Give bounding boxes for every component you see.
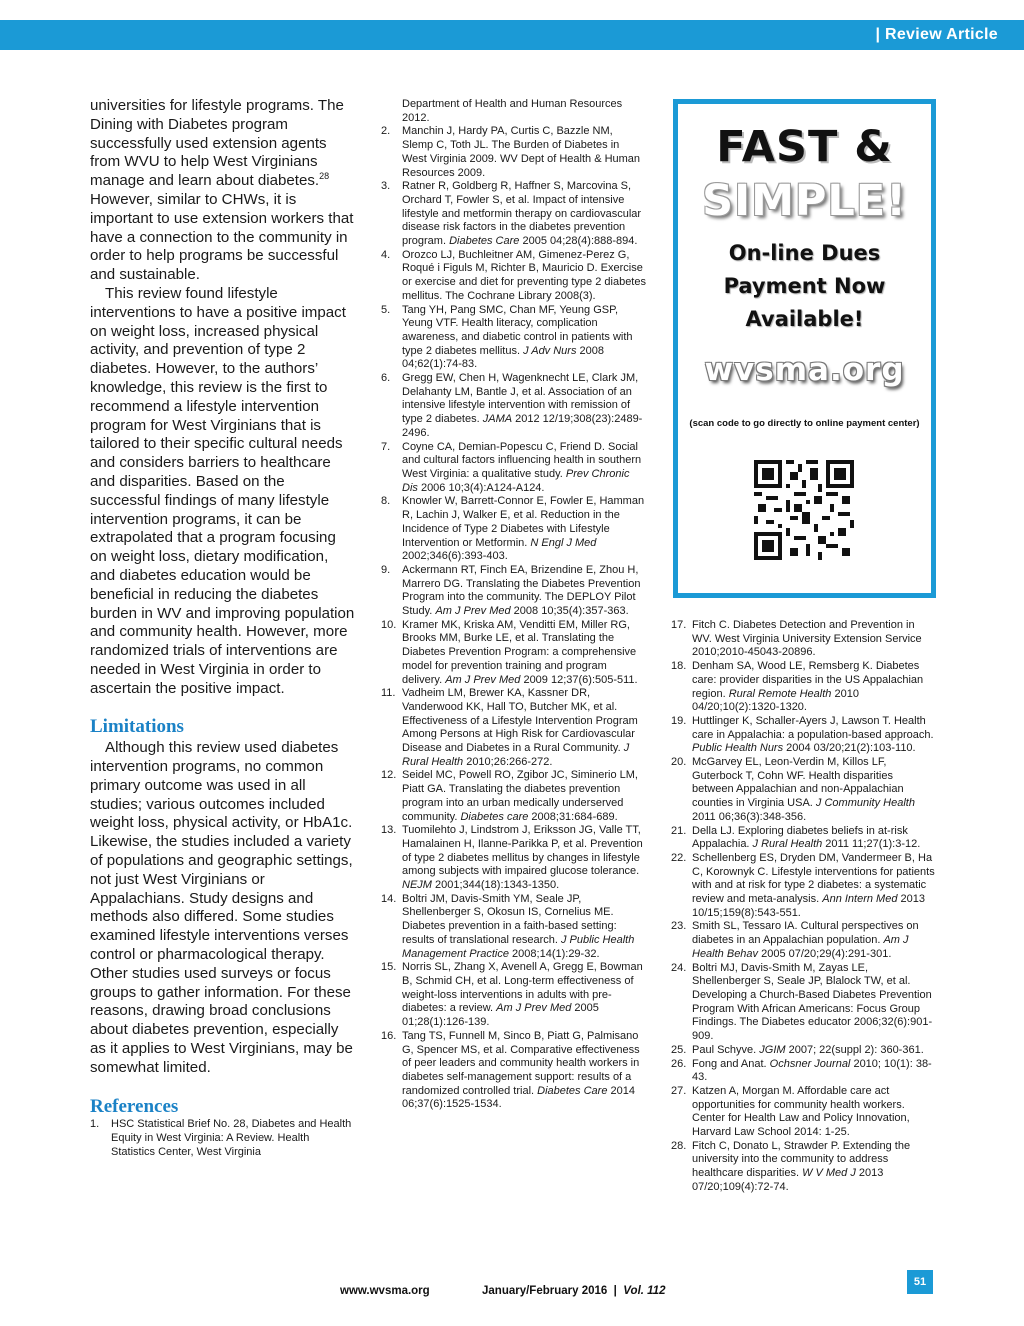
reference-item [671, 619, 937, 660]
reference-journal: J Public Health Management Practice [402, 933, 635, 960]
reference-item [671, 825, 937, 852]
reference-journal: Prev Chronic Dis [402, 467, 630, 494]
reference-journal: Am J Prev Med [435, 605, 511, 618]
reference-list [671, 619, 937, 1195]
body-paragraph: This review found lifestyle interventions to have a positive impact on weight loss, increased physical activity, and prevention of type 2 diabetes. However, to the authors’ knowledge, this review is the first to recommend a lifestyle intervention program for West Virginians that is tailored to their specific cultural needs and considers barriers to healthcare and disparities. Based on the successful findings of many lifestyle intervention programs, it can be extrapolated that a program focusing on weight loss, dietary modification, and diabetes education would be beneficial in reducing the diabetes burden in WV and improving population and community health. However, more randomized trials of interventions are needed in West Virginia in order to ascertain the positive impact. [90, 284, 355, 697]
reference-text: Fitch C, Donato L, Strawder P. Extending the university into the community to address healthcare disparities. [692, 1139, 911, 1180]
reference-text: Tang YH, Pang SMC, Chan MF, Yeung GSP, Yeung VTF. Health literacy, complication awareness, and diabetic control in patients with type 2 diabetes mellitus. [402, 303, 633, 357]
reference-text: Huttlinger K, Schaller-Ayers J, Lawson T. Health care in Appalachia: a population-based approach. [692, 714, 934, 741]
reference-item [381, 125, 646, 180]
reference-text: Department of Health and Human Resources 2012. [402, 98, 623, 124]
reference-number: 5. [381, 303, 391, 316]
reference-journal: Diabetes care [460, 810, 529, 823]
reference-journal: Am J Prev Med [445, 673, 521, 686]
reference-number: 9. [381, 563, 391, 576]
reference-citation: 2005 01;28(1):126-139. [402, 1002, 599, 1029]
page-number: 51 [907, 1270, 933, 1294]
reference-text: Katzen A, Morgan M. Affordable care act opportunities for community health workers. Center for Health Law and Policy Innovation, Harvard Law School 2014: 1-25. [692, 1084, 910, 1139]
reference-number: 27. [671, 1084, 687, 1097]
reference-number: 25. [671, 1043, 687, 1056]
reference-journal: N Engl J Med [530, 536, 597, 549]
reference-text: Norris SL, Zhang X, Avenell A, Gregg E, Bowman B, Schmid CH, et al. Long-term effectiveness of weight-loss interventions in adults with pre-diabetes: a review. [402, 961, 643, 1015]
reference-list [381, 98, 646, 1112]
footer-website[interactable]: www.wvsma.org [340, 1285, 430, 1297]
reference-number: 21. [671, 824, 687, 837]
references-column-2 [381, 98, 646, 1112]
reference-list [90, 1118, 355, 1159]
ad-scan-note: (scan code to go directly to online payment center) [689, 418, 920, 429]
reference-number: 8. [381, 495, 391, 508]
reference-item [671, 756, 937, 825]
header-bar [0, 20, 1024, 50]
reference-citation: 2010 04/20;10(2):1320-1320. [692, 687, 859, 714]
reference-citation: 2008;14(1):29-32. [509, 947, 600, 960]
reference-text: McGarvey EL, Leon-Verdin M, Killos LF, Guterbock T, Cohn WF. Health disparities between Appalachian and non-Appalachian counties in Virginia USA. [692, 756, 904, 810]
reference-text: Orozco LJ, Buchleitner AM, Gimenez-Perez G, Roqué i Figuls M, Richter B, Mauricio D. Exercise or exercise and diet for preventing type 2 diabetes mellitus. The Cochrane Library 2008(3). [402, 248, 646, 302]
reference-text: Fitch C. Diabetes Detection and Prevention in WV. West Virginia University Extension Service 2010;2010-45043-20896. [692, 619, 922, 659]
reference-citation: 2005 04;28(4):888-894. [519, 235, 638, 248]
reference-item [381, 564, 646, 619]
reference-number: 11. [381, 687, 396, 700]
reference-item [381, 495, 646, 564]
reference-number: 28. [671, 1139, 687, 1152]
ad-website[interactable]: wvsma.org [704, 352, 905, 388]
reference-item [381, 372, 646, 441]
reference-journal: Diabetes Care [449, 235, 520, 248]
dues-advertisement [673, 99, 936, 598]
body-column [90, 97, 355, 1160]
reference-number: 18. [671, 660, 687, 673]
reference-citation: 2009 12;37(6):505-511. [520, 673, 638, 686]
reference-item [671, 715, 937, 756]
reference-number: 26. [671, 1057, 687, 1070]
reference-item [671, 852, 937, 921]
reference-citation: 2014 06;37(6):1525-1534. [402, 1084, 635, 1111]
reference-number: 12. [381, 769, 397, 782]
reference-citation: 2008 10;35(4):357-363. [510, 605, 629, 618]
reference-journal: W V Med J [802, 1167, 856, 1180]
reference-citation: 2010; 10(1): 38-43. [692, 1057, 932, 1084]
reference-journal: Am J Health Behav [692, 934, 909, 960]
references-heading: References [90, 1095, 179, 1117]
reference-journal: Public Health Nurs [692, 742, 784, 755]
reference-text: Fong and Anat. [692, 1057, 770, 1070]
reference-journal: J Community Health [815, 797, 915, 810]
reference-citation: 2004 03/20;21(2):103-110. [783, 742, 916, 755]
reference-citation: 2002;346(6):393-403. [402, 550, 508, 563]
reference-number: 1. [90, 1118, 100, 1131]
reference-item [671, 1085, 937, 1140]
reference-number: 22. [671, 851, 687, 864]
reference-text: Knowler W, Barrett-Connor E, Fowler E, Hamman R, Lachin J, Walker E, et al. Reduction in the Incidence of Type 2 Diabetes with Lifestyle Intervention or Metformin. [402, 495, 645, 549]
reference-number: 3. [381, 180, 391, 193]
reference-number: 15. [381, 961, 397, 974]
reference-text: Paul Schyve. [692, 1043, 760, 1056]
reference-journal: Diabetes Care [537, 1084, 608, 1097]
reference-item [671, 962, 937, 1044]
reference-journal: NEJM [402, 879, 432, 892]
reference-number: 16. [381, 1029, 397, 1042]
reference-number: 6. [381, 372, 391, 385]
ad-dues-text: On-line Dues Payment Now Available! [723, 241, 886, 331]
reference-item [381, 687, 646, 769]
section-label: | Review Article [875, 26, 998, 43]
reference-text: Manchin J, Hardy PA, Curtis C, Bazzle NM, Slemp C, Toth JL. The Burden of Diabetes in West Virginia 2009. WV Dept of Health & Human Resources 2009. [402, 125, 641, 179]
reference-text: HSC Statistical Brief No. 28, Diabetes and Health Equity in West Virginia: A Review. Health Statistics Center, West Virginia [111, 1118, 352, 1158]
reference-number: 2. [381, 125, 391, 138]
reference-citation: 2007; 22(suppl 2): 360-361. [785, 1043, 924, 1056]
reference-number: 24. [671, 961, 687, 974]
reference-item [381, 619, 646, 688]
qr-code-icon[interactable] [754, 460, 854, 560]
limitations-heading: Limitations [90, 715, 184, 737]
footer-issue: January/February 2016 | Vol. 112 [482, 1285, 666, 1297]
reference-item [381, 249, 646, 304]
reference-number: 4. [381, 248, 391, 261]
reference-number: 23. [671, 920, 687, 933]
reference-item [671, 1058, 937, 1085]
reference-item [381, 769, 646, 824]
reference-citation: 2012 12/19;308(23):2489-2496. [402, 413, 643, 439]
reference-text: Schellenberg ES, Dryden DM, Vandermeer B, Ha C, Korownyk C. Lifestyle interventions for patients with and at risk for type 2 diabetes: a systematic review and meta-analysis. [692, 851, 935, 906]
reference-citation: 2013 07/20;109(4):72-74. [692, 1167, 884, 1193]
reference-text: Smith SL, Tessaro IA. Cultural perspectives on diabetes in an Appalachian population. [692, 920, 919, 947]
reference-text: Seidel MC, Powell RO, Zgibor JC, Siminerio LM, Piatt GA. Translating the diabetes prevention program into an urban medically underserved community. [402, 769, 638, 823]
reference-number: 14. [381, 892, 397, 905]
reference-number: 20. [671, 756, 687, 769]
reference-text: Denham SA, Wood LE, Remsberg K. Diabetes care: provider disparities in the US Appalachian region. [692, 660, 924, 700]
reference-text: Coyne CA, Demian-Popescu C, Friend D. Social and cultural factors influencing health in southern West Virginia: a qualitative study. [402, 440, 642, 480]
reference-item [671, 660, 937, 715]
reference-number: 13. [381, 824, 397, 837]
reference-journal: Am J Prev Med [496, 1002, 572, 1015]
reference-item [381, 304, 646, 373]
reference-journal: Ochsner Journal [769, 1057, 851, 1070]
reference-citation: 2011 11;27(1):3-12. [822, 838, 921, 851]
reference-citation: 2006 10;3(4):A124-A124. [417, 481, 545, 494]
reference-citation: 2010;26:266-272. [463, 755, 553, 768]
reference-item [90, 1118, 355, 1159]
reference-text: Ackermann RT, Finch EA, Brizendine E, Zhou H, Marrero DG. Translating the Diabetes Prevention Program into the community. The DEPLOY Pilot Study. [402, 563, 641, 618]
reference-text: Gregg EW, Chen H, Wagenknecht LE, Clark JM, Delahanty LM, Bantle J, et al. Association of an intensive lifestyle intervention with remission of type 2 diabetes. [402, 372, 639, 426]
reference-citation: 2001;344(18):1343-1350. [431, 879, 560, 892]
citation-superscript: 28 [319, 171, 330, 182]
reference-item [381, 824, 646, 893]
reference-citation: 2005 07/20;29(4):291-301. [758, 947, 892, 960]
reference-citation: 2013 10/15;159(8):543-551. [692, 893, 925, 919]
limitations-paragraph: Although this review used diabetes intervention programs, no common primary outcome was used in all studies; various outcomes included weight loss, physical activity, or HbA1c. Likewise, the studies included a variety of populations and geographic settings, not just West Virginians or Appalachians. Study designs and methods also differed. Some studies examined lifestyle interventions verses control or pharmacological therapy. Other studies used surveys or focus groups to gather information. For these reasons, drawing broad conclusions about diabetes prevention, especially as it applies to West Virginians, may be somewhat limited. [90, 739, 353, 1076]
reference-text: Della LJ. Exploring diabetes beliefs in at-risk Appalachia. [692, 824, 908, 851]
reference-text: Boltri JM, Davis-Smith YM, Seale JP, Shellenberger S, Okosun IS, Cornelius ME. Diabetes prevention in a faith-based setting: results of translational research. [402, 892, 617, 946]
reference-item [671, 1140, 937, 1195]
reference-number: 10. [381, 618, 397, 631]
reference-text: Boltri MJ, Davis-Smith M, Zayas LE, Shellenberger S, Seale JP, Blalock TW, et al. Developing a Church-Based Diabetes Prevention Program With African Americans: Focus Group Findings. The Diabetes educator 2006;32(6):901-909. [692, 961, 933, 1043]
reference-journal: Ann Intern Med [822, 893, 898, 906]
reference-number: 19. [671, 714, 687, 727]
reference-journal: JGIM [759, 1043, 786, 1056]
reference-text: Vadheim LM, Brewer KA, Kassner DR, Vanderwood KK, Hall TO, Butcher MK, et al. Effectiveness of a Lifestyle Intervention Program Among Persons at High Risk for Cardiovascular Disease and Diabetes in a Rural Community. [402, 687, 638, 755]
reference-text: Tang TS, Funnell M, Sinco B, Piatt G, Palmisano G, Spencer MS, et al. Comparative effectiveness of peer leaders and community health workers in diabetes self-management support: results of a randomized controlled trial. [402, 1029, 640, 1097]
reference-text: Tuomilehto J, Lindstrom J, Eriksson JG, Valle TT, Hamalainen H, Ilanne-Parikka P, et al. Prevention of type 2 diabetes mellitus by changes in lifestyle among subjects with impaired glucose tolerance. [402, 824, 643, 878]
reference-item [381, 441, 646, 496]
reference-number: 17. [671, 619, 687, 631]
reference-citation: 2008;31:684-689. [528, 810, 618, 823]
reference-journal: JAMA [482, 413, 513, 426]
references-column-3 [671, 619, 937, 1195]
reference-item [671, 1044, 937, 1058]
reference-item [381, 98, 646, 125]
body-paragraph: universities for lifestyle programs. The Dining with Diabetes program successfully used extension agents from WVU to help West Virginians manage and learn about diabetes.$^{28}$ However, similar to CHWs, it is important to use extension workers that have a connection to the community in order to help programs be successful and sustainable. [90, 97, 354, 284]
reference-journal: J Rural Health [402, 742, 630, 768]
reference-text: Ratner R, Goldberg R, Haffner S, Marcovina S, Orchard T, Fowler S, et al. Impact of intensive lifestyle and metformin therapy on cardiovascular disease risk factors in the diabetes prevention program. [402, 180, 642, 248]
reference-item [671, 920, 937, 961]
ad-headline: FAST & [716, 122, 893, 172]
reference-journal: J Rural Health [752, 838, 823, 851]
reference-item [381, 961, 646, 1030]
reference-item [381, 893, 646, 962]
reference-item [381, 1030, 646, 1112]
reference-number: 7. [381, 440, 391, 453]
reference-journal: Rural Remote Health [728, 687, 832, 700]
reference-item [381, 180, 646, 249]
reference-citation: 2011 06;36(3):348-356. [692, 810, 807, 823]
ad-subheadline: SIMPLE! [702, 176, 907, 226]
reference-journal: J Adv Nurs [523, 344, 577, 357]
reference-text: Kramer MK, Kriska AM, Venditti EM, Miller RG, Brooks MM, Burke LE, et al. Translating the Diabetes Prevention Program: a comprehensive model for prevention training and program delivery. [402, 618, 637, 686]
reference-citation: 2008 04;62(1):74-83. [402, 344, 604, 371]
